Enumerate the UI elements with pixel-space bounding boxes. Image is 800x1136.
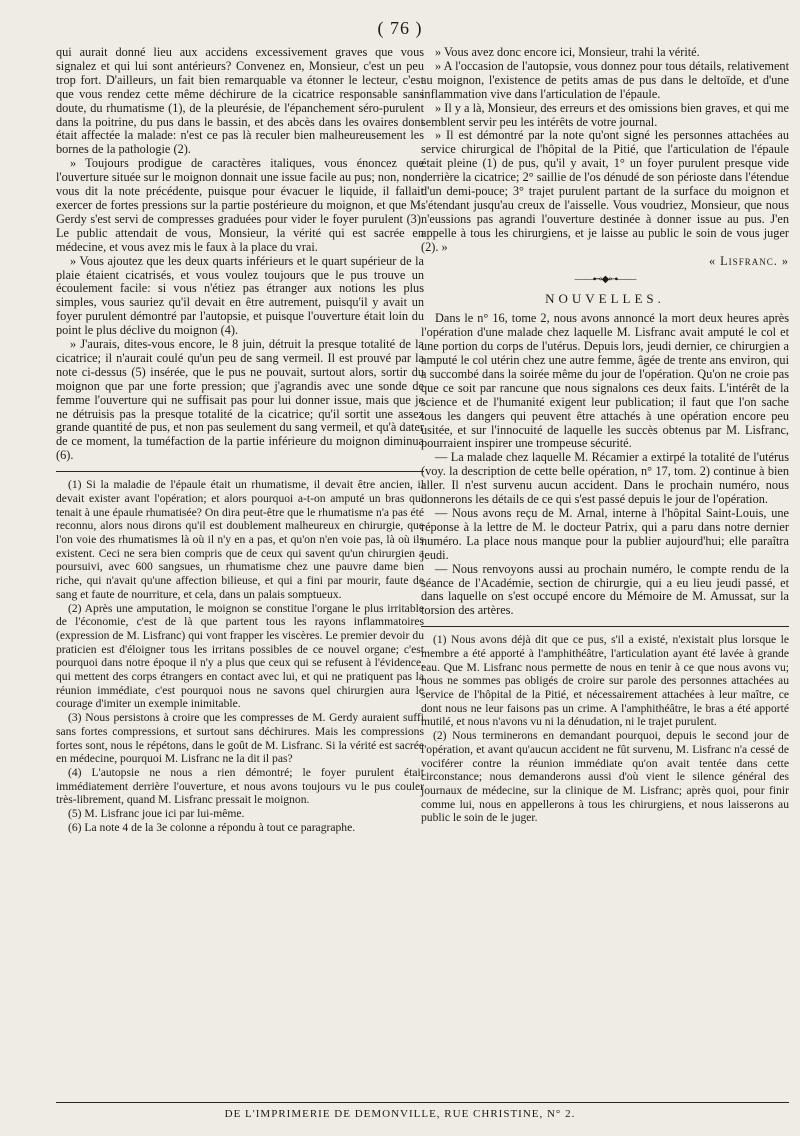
footnote: (4) L'autopsie ne nous a rien démontré; le foyer purulent était immédiatement derrière l'ouverture, et nous avons toujours vu le pus couler très-librement, quand M. Lisfranc pressait le moignon.	[56, 765, 424, 807]
footnote: (1) Si la maladie de l'épaule était un rhumatisme, il devait être ancien, il devait exister avant l'opération; et alors pourquoi a-t-on amputé un bras qui tenait à une épaule rhumatisée? On dira peut-être que le rhumatisme n'a pas été reconnu, alors nous dirons qu'il est doublement malheureux en chirurgie, que l'on voie des rhumatismes là où il n'y en a pas, et qu'on n'en voie pas, là où ils existent. Ceci ne sera bien compris que de ceux qui savent qu'un chirurgien a poursuivi, avec 600 sangsues, un rhumatisme chez une pauvre dame bien riche, qui n'avait qu'une affection bilieuse, et qui a fini par mourir, faute de sang et faute de nourriture, et cela, dans un palais somptueux.	[56, 478, 424, 601]
left-footnotes	[56, 478, 424, 834]
right-paragraph: » Il est démontré par la note qu'ont signé les personnes attachées au service chirurgical de l'hôpital de la Pitié, que l'articulation de l'épaule était pleine (1) de pus, qu'il y avait, 1° un foyer purulent presque vide derrière la cicatrice; 2° saillie de l'os dénudé de son périoste dans l'étendue d'un demi-pouce; 3° trajet purulent partant de la surface du moignon et s'étendant jusqu'au creux de l'aisselle. Vous voudriez, Monsieur, que nous n'eussions pas agrandi l'ouverture destinée à donner issue au pus. J'en appelle à tous les chirurgiens, et je laisse au public le soin de vous juger (2). »	[421, 128, 789, 254]
right-paragraph: » Il y a là, Monsieur, des erreurs et des omissions bien graves, et qui me semblent servir peu les intérêts de votre journal.	[421, 100, 789, 129]
right-paragraph: » Vous avez donc encore ici, Monsieur, trahi la vérité.	[435, 45, 700, 59]
section-ornament: ——⊷◆⊶——	[574, 273, 636, 285]
right-footnotes	[421, 633, 789, 825]
news-paragraph: — Nous renvoyons aussi au prochain numéro, le compte rendu de la séance de l'Académie, section de chirurgie, qui a eu lieu jeudi passé, et dans laquelle on s'est occupé encore du Mémoire de M. Amussat, sur la torsion des artères.	[421, 561, 789, 618]
printer-imprint: DE L'IMPRIMERIE DE DEMONVILLE, RUE CHRISTINE, N° 2.	[224, 1108, 576, 1120]
left-paragraph: » Toujours prodigue de caractères italiques, vous énoncez que l'ouverture située sur le moignon donnait une issue facile au pus; non, non, vous dit la note précédente, puisque pour évacuer le liquide, il fallait exercer de fortes pressions sur la partie postérieure du moignon, et que M. Gerdy s'est servi de compresses graduées pour vider le foyer purulent (3). Le public attendait de vous, Monsieur, la vérité qui est sacrée en médecine, et vous avez mis le faux à la place du vrai.	[56, 156, 424, 254]
footnote: (6) La note 4 de la 3e colonne a répondu à tout ce paragraphe.	[68, 820, 356, 834]
news-paragraph: — Nous avons reçu de M. Arnal, interne à l'hôpital Saint-Louis, une réponse à la lettre de M. le docteur Patrix, qui a paru dans notre dernier numéro. La place nous manque pour la publier aujourd'hui; elle paraîtra jeudi.	[421, 506, 789, 562]
left-paragraph: qui aurait donné lieu aux accidens excessivement graves que vous signalez et qui lui sont antérieurs? Convenez en, Monsieur, c'est un peu trop fort. D'ailleurs, un fait bien remarquable va étonner le lecteur, c'est que vous rendez cette même déchirure de la cicatrice responsable sans doute, du rhumatisme (1), de la pleurésie, de l'épanchement séro-purulent dans la poitrine, du pus dans le bassin, et des abcès dans les ovaires dont était affectée la malade: n'est ce pas là reculer bien malheureusement les bornes de la pathologie (2).	[56, 45, 424, 157]
footnote-divider	[421, 626, 789, 627]
right-column	[421, 46, 789, 825]
left-column	[56, 46, 424, 834]
right-paragraph: » A l'occasion de l'autopsie, vous donnez pour tous détails, relativement au moignon, l'existence de petits amas de pus dans le deltoïde, et d'une inflammation vive dans l'articulation de l'épaule.	[421, 58, 789, 101]
news-paragraph: — La malade chez laquelle M. Récamier a extirpé la totalité de l'utérus (voy. la description de cette belle opération, n° 17, tom. 2) continue à bien aller. Il n'est survenu aucun accident. Dans le prochain numéro, nous donnerons les détails de ce qui s'est passé depuis le jour de l'opération.	[421, 450, 789, 507]
left-paragraph: » Vous ajoutez que les deux quarts inférieurs et le quart supérieur de la plaie étaient cicatrisés, et vous voulez toujours que le pus trouve un écoulement facile: si vous n'étiez pas étranger aux notions les plus simples, vous sauriez qu'il devait en être autrement, puisqu'il y avait un foyer purulent démontré par l'autopsie, et puisque l'ouverture était loin du point le plus déclive du moignon (4).	[56, 253, 424, 338]
footnote: (2) Après une amputation, le moignon se constitue l'organe le plus irritable de l'économie, c'est de là que partent tous les rayons inflammatoires (expression de M. Lisfranc) qui vont frapper les viscères. Le premier devoir du praticien est d'éloigner tous les irritans possibles de ce nouvel organe; c'est pourquoi dans notre époque il n'y a plus que ceux qui se refusent à l'évidence, qui mettent des corps étrangers en contact avec lui, et qui ne pratiquent pas la réunion immédiate, c'est pourquoi nous ne savons quel chirurgien aura le courage d'imiter un exemple inimitable.	[56, 601, 424, 711]
section-title: NOUVELLES.	[545, 291, 665, 307]
left-paragraph: » J'aurais, dites-vous encore, le 8 juin, détruit la presque totalité de la cicatrice; il n'aurait coulé qu'un peu de sang vermeil. Il est prouvé par la note ci-dessus (5) insérée, que le pus ne pouvait, surtout alors, sortir du moignon que par une forte pression; que j'agrandis avec une sonde de femme l'ouverture qui ne suffisait pas pour lui donner issue, mais que je ne détruisis pas la presque totalité de la cicatrice; qu'il sortit une assez grande quantité de pus, et non pas seulement du sang vermeil, et qu'à dater de ce moment, la tuméfaction de la partie inférieure du moignon diminua (6).	[56, 337, 424, 463]
page-number: ( 76 )	[377, 18, 423, 38]
news-paragraph: Dans le n° 16, tome 2, nous avons annoncé la mort deux heures après l'opération d'une malade chez laquelle M. Lisfranc avait amputé le col et une portion du corps de l'utérus. Depuis lors, jeudi dernier, ce chirurgien a amputé le col utérin chez une autre femme, âgée de trente ans environ, qui a succombé dans la soirée même du jour de l'opération. Qu'on ne croie pas que ce soit par rancune que nous signalons ces deux faits. L'intérêt de la science et de l'humanité exigent leur publication; il faut que l'on sache tous les dangers qui peuvent être attachés à une opération encore peu usitée, et sur l'innocuité de laquelle les succès obtenus par M. Lisfranc, pourraient inspirer une trompeuse sécurité.	[421, 311, 789, 451]
signature: « Lisfranc. »	[708, 253, 789, 268]
footnote-divider	[56, 471, 424, 472]
footnote: (1) Nous avons déjà dit que ce pus, s'il a existé, n'existait plus lorsque le membre a été apporté à l'amphithéâtre, l'articulation ayant été lavée à grande eau. Que M. Lisfranc nous permette de nous en tenir à ce que nous avons vu; nous ne sommes pas obligés de croire sur parole des personnes attachées au service de l'hôpital de la Pitié, et nécessairement attachées à leur maître, ce dont nous ne leur faisons pas un crime. A l'amphithéâtre, le bras a été apporté mutilé, et nous n'avons vu ni la dénudation, ni le trajet purulent.	[421, 633, 789, 729]
imprint-divider	[56, 1102, 789, 1103]
footnote: (5) M. Lisfranc joue ici par lui-même.	[68, 807, 245, 821]
footnote: (3) Nous persistons à croire que les compresses de M. Gerdy auraient suffi sans fortes compressions, et surtout sans déchirures. Mais les compressions fortes sont, nous le répétons, dans le goût de M. Lisfranc. Si la vérité est sacrée en médecine, pourquoi M. Lisfranc ne la dit il pas?	[56, 711, 424, 766]
footnote: (2) Nous terminerons en demandant pourquoi, depuis le second jour de l'opération, et avant qu'aucun accident ne fût survenu, M. Lisfranc n'a cessé de vociférer contre la réunion immédiate qu'on avait tentée dans cette circonstance; nous demanderons aussi d'où vient le silence général des journaux de médecine, sur la clinique de M. Lisfranc; après quoi, pour finir comme lui, nous en appellerons à tous les chirurgiens, et nous laisserons au public le soin de le juger.	[421, 729, 789, 825]
